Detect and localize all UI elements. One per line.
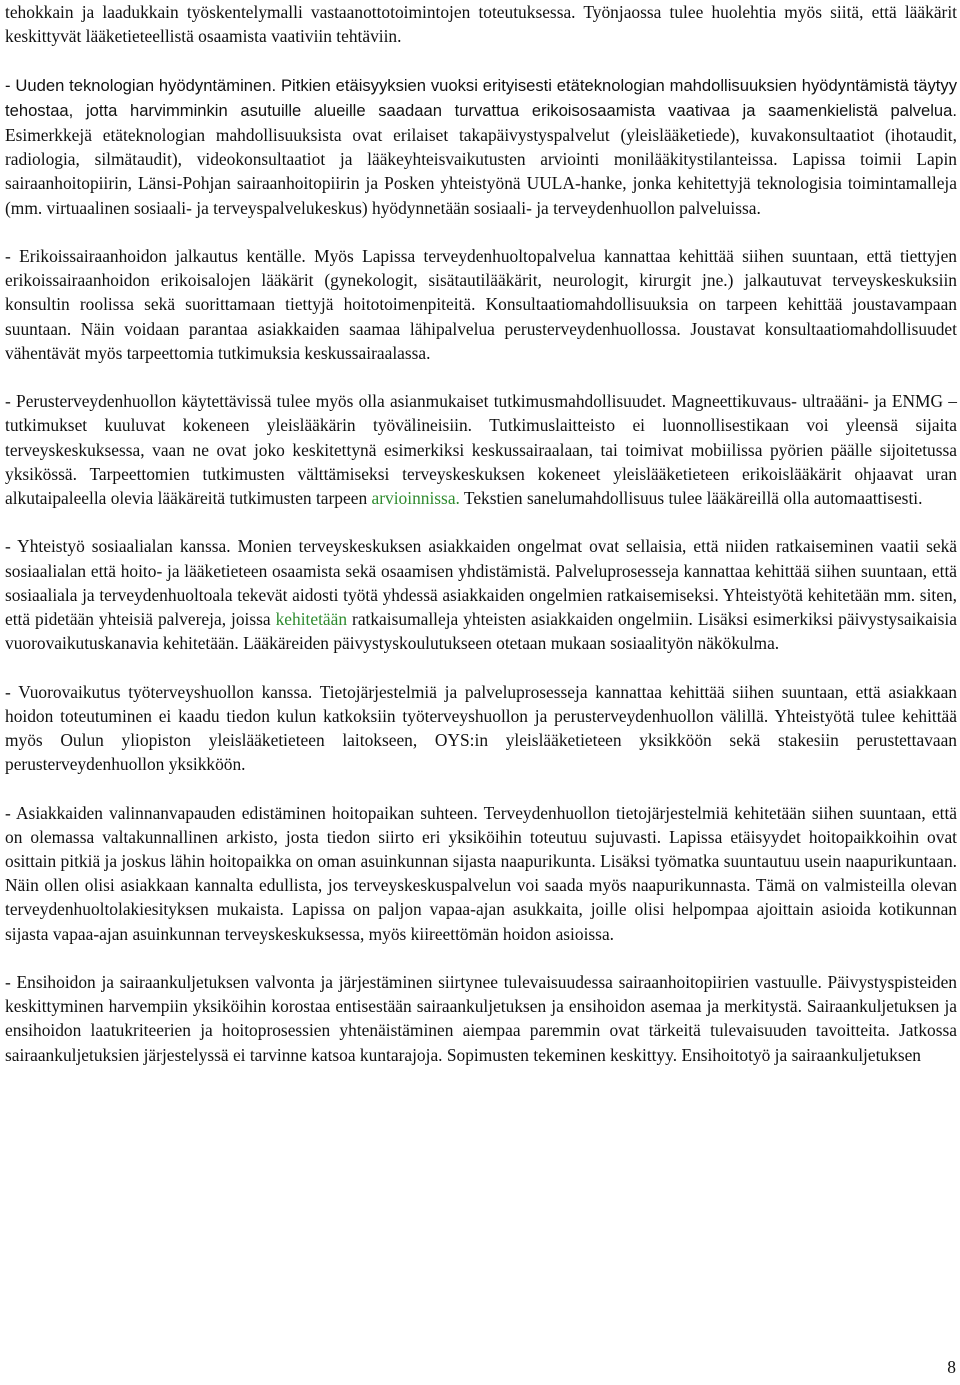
paragraph-text: - Asiakkaiden valinnanvapauden edistäminen hoitopaikan suhteen. Terveydenhuollon tietojärjestelmiä kehitetään siihen suuntaan, että on olemassa valtakunnallinen arkisto, josta tiedon siirto eri yksiköihin toteutuu sujuvasti. Lapissa etäisyydet hoitopaikkoihin ovat osittain pitkiä ja joskus lähin hoitopaikka on oman asuinkunnan sijasta naapurikunta. Lisäksi työmatka suuntautuu usein naapurikuntaan. Näin ollen olisi asiakkaan kannalta edullista, jos terveyskeskuspalvelun voi saada myös naapurikunnasta. Tämä on valmisteilla olevan terveydenhuoltolakiesityksen mukaista. Lapissa on paljon vapaa-ajan asukkaita, joille olisi helpompaa ajoittain asioida kotikunnan sijasta vapaa-ajan asuinkunnan terveyskeskuksessa, myös kiireettömän hoidon asioissa. — [5, 802, 957, 944]
highlighted-word: arvioinnissa. — [371, 488, 460, 509]
paragraph-patient-choice — [5, 801, 957, 946]
paragraph-social-cooperation — [5, 534, 957, 655]
paragraph-text: - Yhteistyö sosiaalialan kanssa. Monien terveyskeskuksen asiakkaiden ongelmat ovat sellaisia, että niiden ratkaiseminen vaatii sekä sosiaalialan että hoito- ja lääketieteen osaamista sekä osaamisen yhdistämistä. Palveluprosesseja kannattaa kehittää siihen suuntaan, että sosiaaliala ja terveydenhuoltoala tekevät aidosti työtä yhdessä asiakkaiden ongelmien ratkaisemiseksi. Yhteistyötä kehitetään mm. siten, että pidetään yhteisiä palvereja, joissa — [5, 536, 957, 630]
paragraph-text: - Vuorovaikutus työterveyshuollon kanssa. Tietojärjestelmiä ja palveluprosesseja kannattaa kehittää siihen suuntaan, että asiakkaan hoidon toteutuminen ei kaadu tiedon kulun katkoksiin työterveyshuollon ja perusterveydenhuollon välillä. Yhteistyötä tulee kehittää myös Oulun yliopiston yleislääketieteen laitokseen, OYS:in yleislääketieteen yksikköön sekä stakesiin perustettavaan perusterveydenhuollon yksikköön. — [5, 681, 957, 775]
paragraph-diagnostics — [5, 389, 957, 510]
paragraph-text: - Ensihoidon ja sairaankuljetuksen valvonta ja järjestäminen siirtynee tulevaisuudessa sairaanhoitopiirien vastuulle. Päivystyspisteiden keskittyminen harvempiin yksiköihin korostaa entisestään sairaankuljetuksen ja ensihoidon asemaa ja merkitystä. Sairaankuljetuksen ja ensihoidon laatukriteerien ja hoitoprosessien yhtenäistäminen aiempaa paremmin ovat tärkeitä tulevaisuuden tavoitteita. Jatkossa sairaankuljetuksien järjestelyssä ei tarvinne katsoa kuntarajoja. Sopimusten tekeminen keskittyy. Ensihoitotyö ja sairaankuljetuksen — [5, 972, 957, 1065]
paragraph-specialist-care — [5, 244, 957, 365]
paragraph-text: tehokkain ja laadukkain työskentelymalli vastaanottotoimintojen toteutuksessa. Työnjaossa tulee huolehtia myös siitä, että lääkärit keskittyvät lääketieteellistä osaamista vaativiin tehtäviin. — [5, 2, 957, 47]
document-page — [5, 0, 957, 1067]
paragraph-text: - Erikoissairaanhoidon jalkautus kentälle. Myös Lapissa terveydenhuoltopalvelua kannattaa kehittää siihen suuntaan, että tiettyjen erikoissairaanhoidon erikoisalojen lääkärit (gynekologit, sisätautilääkärit, neurologit, kirurgit jne.) jalkautuvat terveyskeskuksiin konsultin roolissa sekä suorittamaan tiettyjä hoitotoimenpiteitä. Konsultaatiomahdollisuuksia on tarpeen kehittää joustavampaan suuntaan. Näin voidaan parantaa asiakkaiden saamaa lähipalvelua perusterveydenhuollossa. Joustavat konsultaatiomahdollisuudet vähentävät myös tarpeettomia tutkimuksia keskussairaalassa. — [5, 246, 957, 363]
highlighted-word: kehitetään — [275, 609, 348, 630]
paragraph-text: Pitkien etäisyyksien vuoksi erityisesti etäteknologian mahdollisuuksien hyödyntämistä täytyy tehostaa, jotta harvimminkin asutuille alueille saadaan turvattua erikoisosaamista vaativaa ja saamenkielistä palvelua. — [5, 75, 957, 120]
paragraph-lead: - Uuden teknologian hyödyntäminen. — [5, 75, 277, 95]
paragraph-technology — [5, 73, 957, 220]
paragraph-text-continued: ratkaisumalleja yhteisten asiakkaiden ongelmiin. Lisäksi esimerkiksi päivystysaikaisia vuorovaikutuskanavia kehitetään. Lääkäreiden päivystyskoulutukseen otetaan mukaan sosiaalityön näkökulma. — [5, 609, 957, 654]
paragraph-occupational-health — [5, 680, 957, 777]
paragraph-text-continued: Tekstien sanelumahdollisuus tulee lääkäreillä olla automaattisesti. — [459, 488, 923, 509]
page-number: 8 — [947, 1357, 956, 1377]
paragraph-intro — [5, 0, 957, 48]
paragraph-text-continued: Esimerkkejä etäteknologian mahdollisuuksista ovat erilaiset takapäivystyspalvelut (yleislääketiede), kuvakonsultaatiot (ihotaudit, radiologia, silmätaudit), videokonsultaatiot ja lääkeyhteisvaikutusten arviointi monilääkitystilanteissa. Lapissa toimii Lapin sairaanhoitopiirin, Länsi-Pohjan sairaanhoitopiirin ja Posken yhteistyönä UULA-hanke, jonka kehitettyjä teknologisia toimintamalleja (mm. virtuaalinen sosiaali- ja terveyspalvelukeskus) hyödynnetään sosiaali- ja terveydenhuollon palveluissa. — [5, 125, 957, 218]
paragraph-emergency-care — [5, 970, 957, 1067]
paragraph-text: - Perusterveydenhuollon käytettävissä tulee myös olla asianmukaiset tutkimusmahdollisuudet. Magneettikuvaus- ultraääni- ja ENMG –tutkimukset kuuluvat kokeneen yleislääkärin työvälineisiin. Tutkimuslaitteisto ei luonnollisestikaan voi yleensä sijaita terveyskeskuksessa, vaan ne ovat joko keskitettynä esimerkiksi keskussairaalaan, tai toimivat mobiilissa pyörien päälle sijoitetussa yksikössä. Tarpeettomien tutkimusten välttämiseksi terveyskeskuksen kokeneet yleislääketieteen erikoislääkärit ohjaavat uran alkutaipaleella olevia lääkäreitä tutkimusten tarpeen — [5, 391, 957, 509]
